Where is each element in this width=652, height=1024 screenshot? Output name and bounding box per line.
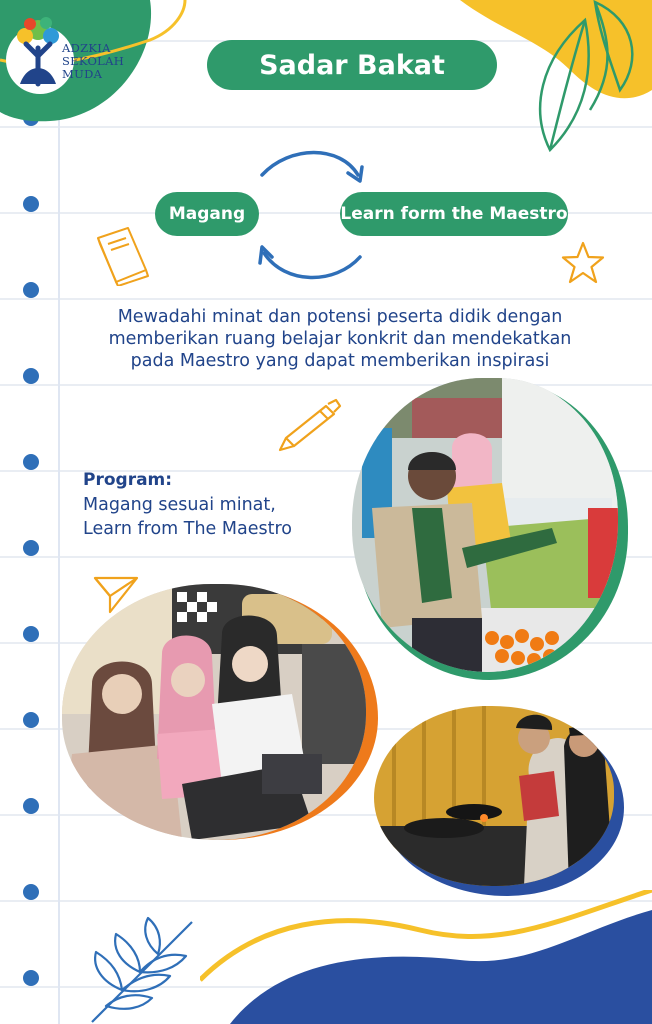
binder-hole	[23, 884, 39, 900]
program-item-2: Learn from The Maestro	[83, 519, 292, 539]
notebook-margin-line	[58, 0, 60, 1024]
binder-hole	[23, 368, 39, 384]
binder-hole	[23, 798, 39, 814]
book-icon	[94, 224, 156, 286]
binder-hole	[23, 626, 39, 642]
binder-hole	[23, 454, 39, 470]
program-label: Program:	[83, 470, 173, 490]
binder-hole	[23, 282, 39, 298]
binder-hole	[23, 540, 39, 556]
description-line-2: memberikan ruang belajar konkrit dan mendekatkan	[108, 329, 572, 349]
fern-leaf-icon	[82, 912, 202, 1024]
star-icon	[560, 240, 606, 286]
magang-pill: Magang	[155, 192, 259, 236]
logo-line-1: ADZKIA	[62, 41, 111, 55]
description-line-1: Mewadahi minat dan potensi peserta didik dengan	[117, 307, 563, 327]
program-item-1: Magang sesuai minat,	[83, 495, 276, 515]
bottom-right-wave	[200, 890, 652, 1024]
photo-market-apprenticeship	[352, 378, 618, 672]
description	[80, 306, 600, 372]
page-title: Sadar Bakat	[207, 40, 497, 90]
pen-icon	[276, 398, 342, 452]
program-list	[83, 493, 333, 541]
binder-hole	[23, 196, 39, 212]
binder-hole	[23, 712, 39, 728]
logo-line-3: MUDA	[62, 67, 103, 81]
logo-wordmark	[62, 42, 124, 81]
photo-cashier-apprenticeship	[62, 584, 366, 840]
maestro-pill: Learn form the Maestro	[340, 192, 568, 236]
photo-cooking-maestro	[374, 706, 614, 886]
logo-line-2: SEKOLAH	[62, 54, 125, 68]
logo-tree-icon	[8, 14, 68, 88]
description-line-3: pada Maestro yang dapat memberikan inspirasi	[130, 351, 550, 371]
binder-hole	[23, 970, 39, 986]
